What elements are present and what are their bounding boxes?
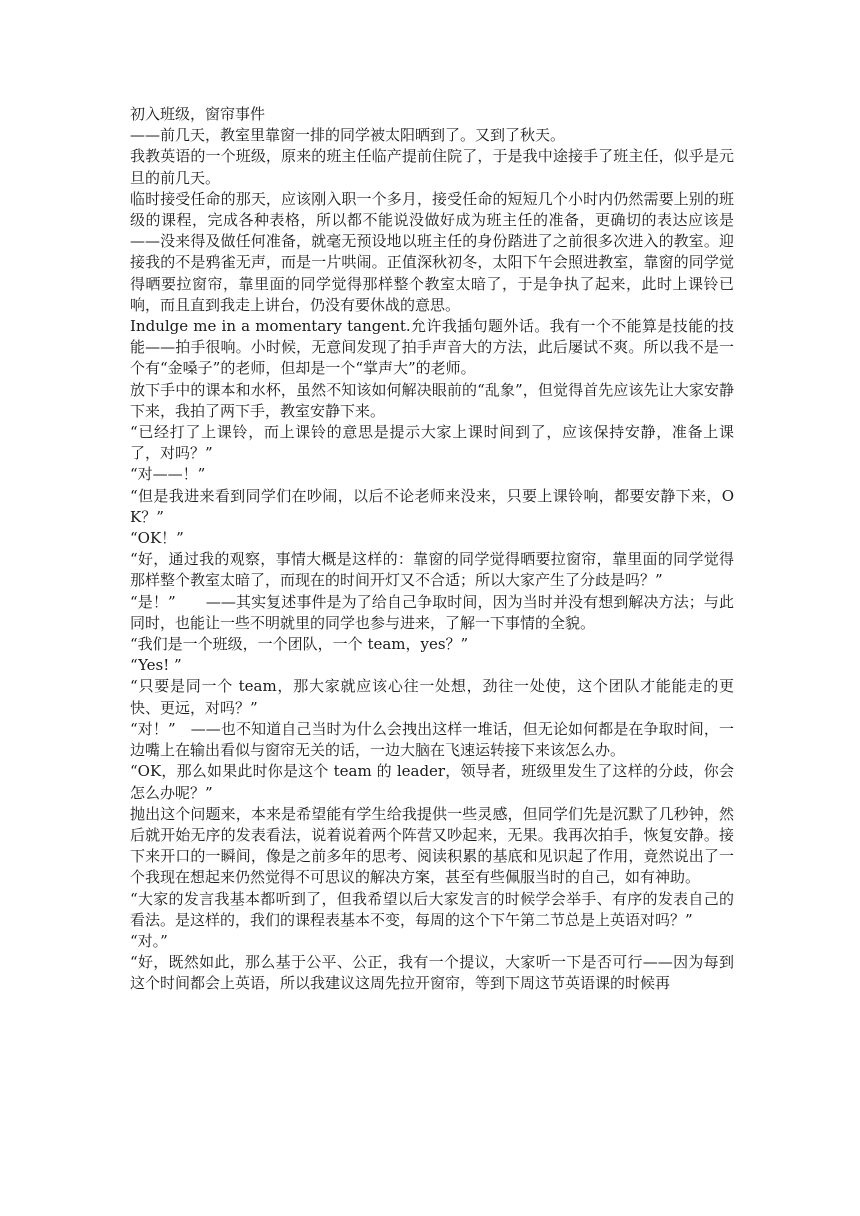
paragraph: “对——！” xyxy=(130,465,206,484)
paragraph: “只要是同一个 team，那大家就应该心往一处想，劲往一处使，这个团队才能能走的更快、更远，对吗？” xyxy=(130,677,734,717)
paragraph: “我们是一个班级，一个团队，一个 team，yes？” xyxy=(130,635,469,654)
paragraph: “OK，那么如果此时你是这个 team 的 leader，领导者，班级里发生了这样的分歧，你会怎么办呢？” xyxy=(130,762,734,802)
paragraph: “对。” xyxy=(130,931,168,950)
document-title: 初入班级，窗帘事件 xyxy=(130,105,266,123)
paragraph: ——前几天，教室里靠窗一排的同学被太阳晒到了。又到了秋天。 xyxy=(130,126,566,145)
paragraph: “已经打了上课铃，而上课铃的意思是提示大家上课时间到了，应该保持安静，准备上课了，对吗？” xyxy=(130,423,734,463)
paragraph: 放下手中的课本和水杯，虽然不知该如何解决眼前的“乱象”，但觉得首先应该先让大家安静下来，我拍了两下手，教室安静下来。 xyxy=(130,380,734,420)
paragraph: 临时接受任命的那天，应该刚入职一个多月，接受任命的短短几个小时内仍然需要上别的班级的课程，完成各种表格，所以都不能说没做好成为班主任的准备，更确切的表达应该是——没来得及做任何准备，就毫无预设地以班主任的身份踏进了之前很多次进入的教室。迎接我的不是鸦雀无声，而是一片哄闹。正值深秋初冬，太阳下午会照进教室，靠窗的同学觉得晒要拉窗帘，靠里面的同学觉得那样整个教室太暗了，于是争执了起来，此时上课铃已响，而且直到我走上讲台，仍没有要休战的意思。 xyxy=(130,189,734,314)
paragraph: “但是我进来看到同学们在吵闹，以后不论老师来没来，只要上课铃响，都要安静下来，OK？” xyxy=(130,486,734,526)
paragraph: “大家的发言我基本都听到了，但我希望以后大家发言的时候学会举手、有序的发表自己的看法。是这样的，我们的课程表基本不变，每周的这个下午第二节总是上英语对吗？” xyxy=(130,889,734,929)
paragraph: “是！” ——其实复述事件是为了给自己争取时间，因为当时并没有想到解决方法；与此同时，也能让一些不明就里的同学也参与进来，了解一下事情的全貌。 xyxy=(130,592,734,632)
paragraph: 我教英语的一个班级，原来的班主任临产提前住院了，于是我中途接手了班主任，似乎是元旦的前几天。 xyxy=(130,147,734,187)
paragraph: “好，通过我的观察，事情大概是这样的：靠窗的同学觉得晒要拉窗帘，靠里面的同学觉得那样整个教室太暗了，而现在的时间开灯又不合适；所以大家产生了分歧是吗？” xyxy=(130,550,734,590)
paragraph: “OK！” xyxy=(130,529,184,548)
paragraph: Indulge me in a momentary tangent.允许我插句题外话。我有一个不能算是技能的技能——拍手很响。小时候，无意间发现了拍手声音大的方法，此后屡试不爽。所以我不是一个有“金嗓子”的老师，但却是一个“掌声大”的老师。 xyxy=(130,317,734,378)
paragraph: 抛出这个问题来，本来是希望能有学生给我提供一些灵感，但同学们先是沉默了几秒钟，然后就开始无序的发表看法，说着说着两个阵营又吵起来，无果。我再次拍手，恢复安静。接下来开口的一瞬间，像是之前多年的思考、阅读积累的基底和见识起了作用，竟然说出了一个我现在想起来仍然觉得不可思议的解决方案，甚至有些佩服当时的自己，如有神助。 xyxy=(130,804,734,887)
paragraph: “Yes! ” xyxy=(130,656,182,675)
paragraph: “好，既然如此，那么基于公平、公正，我有一个提议，大家听一下是否可行——因为每到这个时间都会上英语，所以我建议这周先拉开窗帘，等到下周这节英语课的时候再 xyxy=(130,953,734,993)
document-page xyxy=(130,104,734,995)
paragraph: “对！” ——也不知道自己当时为什么会拽出这样一堆话，但无论如何都是在争取时间，一边嘴上在输出看似与窗帘无关的话，一边大脑在飞速运转接下来该怎么办。 xyxy=(130,719,734,760)
